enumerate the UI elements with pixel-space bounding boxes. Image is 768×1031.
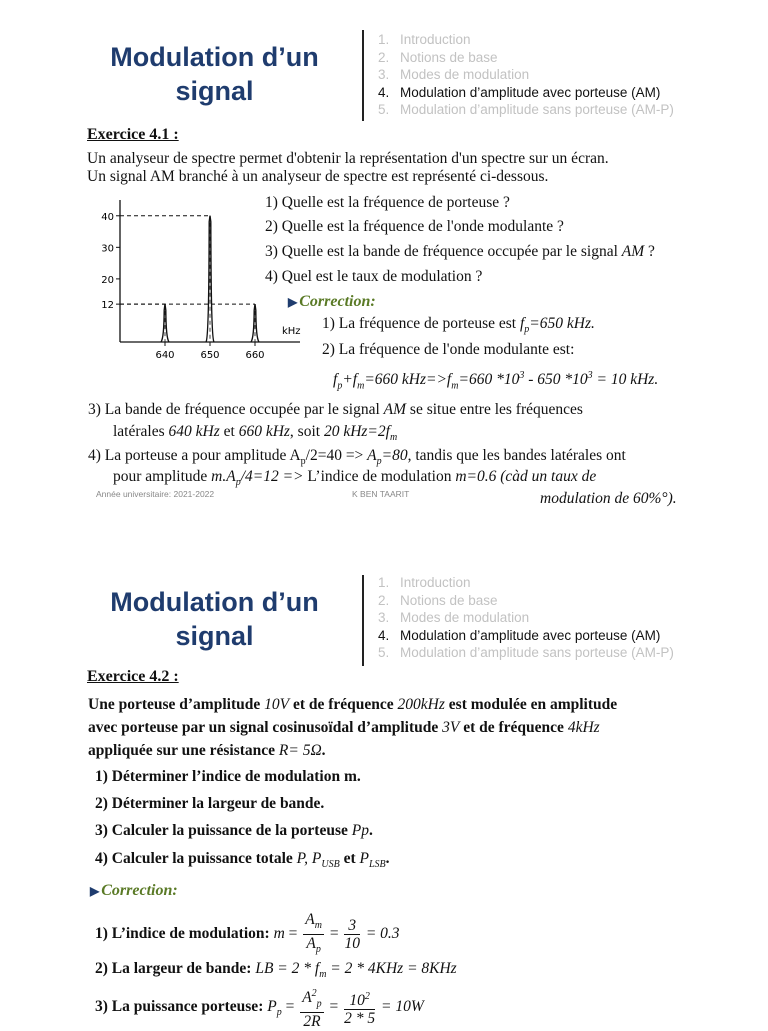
slide-title: Modulation d’un signal	[110, 42, 319, 106]
answer-4-line-2: pour amplitude $m.A_p/4=12$ => L’indice de modulation m=0.6 (càd un taux de	[113, 468, 597, 489]
slide-title: Modulation d’un signal	[110, 587, 319, 651]
correction-heading: ▶ Correction:	[90, 882, 178, 899]
toc-item[interactable]: 2. Notions de base	[378, 49, 498, 65]
question-2: 2) Quelle est la fréquence de l'onde modulante ?	[265, 218, 564, 235]
toc-item[interactable]: 3. Modes de modulation	[378, 67, 530, 83]
question-3: 3) Calculer la puissance de la porteuse Pp.	[95, 822, 373, 839]
question-3: 3) Quelle est la bande de fréquence occupée par le signal AM ?	[265, 243, 655, 260]
footer-year: Année universitaire: 2021-2022	[96, 489, 215, 499]
slide-2	[0, 545, 768, 1031]
question-2: 2) Déterminer la largeur de bande.	[95, 795, 325, 812]
correction-3: 3) La puissance porteuse: $P_p$ = $\frac{A^2_p}{2R}$ = $\frac{10^2}{2 * 5}$ = 10W	[95, 985, 424, 1031]
toc-item-active[interactable]: 4. Modulation d’amplitude avec porteuse (AM)	[378, 84, 661, 100]
table-of-contents	[378, 31, 674, 119]
answer-4-line-3: modulation de 60%°).	[540, 490, 677, 507]
x-axis-label: kHz	[282, 326, 301, 337]
x-tick-label: 660	[245, 350, 265, 360]
intro-line-2: Un signal AM branché à un analyseur de spectre est représenté ci-dessous.	[87, 168, 549, 185]
answer-3-line-2: latérales 640 kHz et 660 kHz, soit 20 $kHz=2f_m$	[113, 423, 398, 444]
y-tick-label: 12	[101, 300, 114, 312]
answer-3-line-1: 3) La bande de fréquence occupée par le signal AM se situe entre les fréquences	[88, 401, 583, 418]
statement-line-2: avec porteuse par un signal cosinusoïdal d’amplitude 3V et de fréquence 4kHz	[88, 719, 600, 736]
x-tick-label: 640	[155, 350, 175, 360]
question-4: 4) Calculer la puissance totale P, $P_{USB}$ et $P_{LSB}$.	[95, 850, 390, 871]
statement-line-3: appliquée sur une résistance R= 5Ω.	[88, 742, 326, 759]
answer-4-line-1: 4) La porteuse a pour amplitude $A_p/2=40 => A_p=80$, tandis que les bandes latérales ont	[88, 447, 626, 468]
answer-1: 1) La fréquence de porteuse est $f_p=650$ kHz.	[322, 315, 595, 336]
triangle-icon: ▶	[90, 884, 100, 898]
spectral-line	[251, 304, 259, 342]
y-tick-label: 40	[101, 211, 114, 223]
correction-1: 1) L’indice de modulation: m = $\frac{A_m}{A_p}$ = $\frac{3}{10}$ = 0.3	[95, 911, 400, 958]
fraction-10sq: $\frac{10^2}{2 * 5}$	[344, 988, 375, 1027]
exercise-title: Exercice 4.2 :	[87, 668, 179, 685]
y-tick-label: 30	[101, 243, 114, 255]
spectral-line	[161, 304, 169, 342]
correction-heading: ▶ Correction:	[288, 293, 376, 310]
answer-2-formula: $f_p+f_m=660$ $kHz=>f_m=660$ $*10^3 - 650$ $*10^3 = 10$ kHz.	[333, 370, 659, 392]
question-1: 1) Quelle est la fréquence de porteuse ?	[265, 194, 510, 211]
toc-item-active[interactable]: 4. Modulation d’amplitude avec porteuse (AM)	[378, 627, 661, 643]
toc-item[interactable]: 5. Modulation d’amplitude sans porteuse (AM-P)	[378, 645, 674, 661]
toc-item[interactable]: 5. Modulation d’amplitude sans porteuse (AM-P)	[378, 102, 674, 118]
y-tick-label: 20	[101, 274, 114, 286]
triangle-icon: ▶	[288, 295, 298, 309]
question-1: 1) Déterminer l’indice de modulation m.	[95, 768, 361, 785]
toc-item[interactable]: 2. Notions de base	[378, 592, 498, 608]
exercise-title: Exercice 4.1 :	[87, 126, 179, 143]
answer-2: 2) La fréquence de l'onde modulante est:	[322, 341, 575, 358]
toc-item[interactable]: 1. Introduction	[378, 32, 471, 47]
toc-item[interactable]: 1. Introduction	[378, 575, 471, 590]
intro-line-1: Un analyseur de spectre permet d'obtenir la représentation d'un spectre sur un écran.	[87, 150, 609, 167]
title-divider	[362, 30, 364, 121]
table-of-contents	[378, 574, 674, 662]
correction-2: 2) La largeur de bande: LB = $2 * f_m = 2 * 4KHz = 8KHz$	[95, 960, 457, 981]
question-4: 4) Quel est le taux de modulation ?	[265, 268, 483, 285]
x-tick-label: 650	[200, 350, 220, 360]
statement-line-1: Une porteuse d’amplitude 10V et de fréquence 200kHz est modulée en amplitude	[88, 696, 618, 713]
fraction-3-10: $\frac{3}{10}$	[344, 917, 360, 953]
footer-author: K BEN TAARIT	[352, 489, 410, 499]
fraction-am-ap: $\frac{A_m}{A_p}$	[305, 911, 322, 956]
title-divider	[362, 575, 364, 666]
toc-item[interactable]: 3. Modes de modulation	[378, 610, 530, 626]
fraction-ap2-2r: $\frac{A^2_p}{2R}$	[300, 985, 323, 1030]
